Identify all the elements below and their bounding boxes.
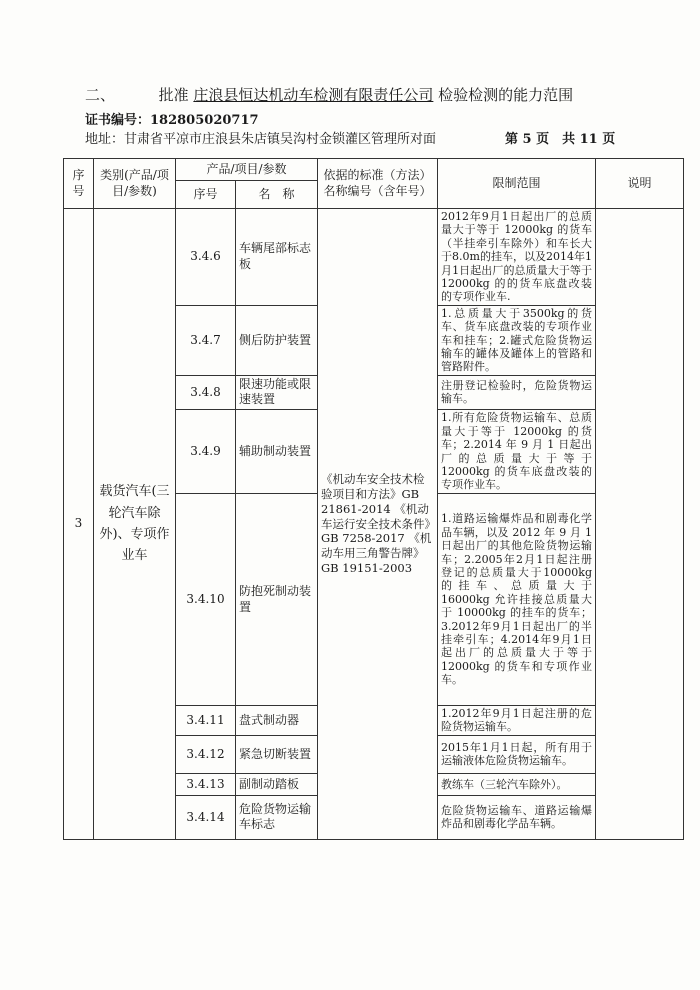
item-name: 侧后防护装置 — [236, 305, 318, 375]
item-name: 限速功能或限速装置 — [236, 375, 318, 409]
limit-text: 教练车（三轮汽车除外）。 — [438, 773, 596, 795]
approve-label: 批准 — [158, 86, 189, 104]
certificate-number: 证书编号：182805020717 — [85, 113, 259, 128]
section-number: 二、 — [85, 86, 116, 104]
item-number: 3.4.13 — [176, 773, 236, 795]
item-number: 3.4.10 — [176, 494, 236, 706]
item-number: 3.4.8 — [176, 375, 236, 409]
item-name: 辅助制动装置 — [236, 410, 318, 494]
item-name: 副制动踏板 — [236, 773, 318, 795]
header-standard: 依据的标准（方法）名称编号（含年号） — [318, 159, 438, 209]
item-name: 危险货物运输车标志 — [236, 795, 318, 839]
header-product: 产品/项目/参数 — [176, 159, 318, 181]
header-note: 说明 — [596, 159, 684, 209]
limit-text: 1.2012年9月1日起注册的危险货物运输车。 — [438, 706, 596, 736]
limit-text: 1.所有危险货物运输车、总质量大于等于 12000kg 的货车；2.2014 年 9 月 1 日起出厂的总质量大于等于 12000kg 的货车底盘改装的专项作业车。 — [438, 410, 596, 494]
row-category: 载货汽车(三轮汽车除外)、专项作业车 — [94, 209, 176, 840]
limit-text: 2012年9月1日起出厂的总质量大于等于 12000kg 的货车（半挂牵引车除外）和车长大于8.0m的挂车，以及2014年1月1日起出厂的总质量大于等于12000kg 的的货车底盘改装的专项作业车. — [438, 209, 596, 306]
header-sub-seq: 序号 — [176, 181, 236, 209]
limit-text: 注册登记检验时，危险货物运输车。 — [438, 375, 596, 409]
limit-text: 危险货物运输车、道路运输爆炸品和剧毒化学品车辆。 — [438, 795, 596, 839]
header-sub-name: 名 称 — [236, 181, 318, 209]
limit-text: 1.总质量大于3500kg的货车、货车底盘改装的专项作业车和挂车；2.罐式危险货物运输车的罐体及罐体上的管路和管路附件。 — [438, 305, 596, 375]
capability-table — [63, 158, 684, 840]
scope-title — [85, 84, 573, 105]
item-name: 紧急切断装置 — [236, 735, 318, 773]
item-number: 3.4.7 — [176, 305, 236, 375]
item-name: 车辆尾部标志板 — [236, 209, 318, 306]
page-indicator: 第 5 页 共 11 页 — [505, 132, 616, 147]
company-name: 庄浪县恒达机动车检测有限责任公司 — [193, 86, 434, 104]
row-seq: 3 — [64, 209, 94, 840]
note-cell — [596, 209, 684, 840]
item-number: 3.4.11 — [176, 706, 236, 736]
address: 地址：甘肃省平凉市庄浪县朱店镇吴沟村金锁灌区管理所对面 — [85, 132, 437, 147]
limit-text: 2015年1月1日起，所有用于运输液体危险货物运输车。 — [438, 735, 596, 773]
header-seq: 序号 — [64, 159, 94, 209]
item-name: 防抱死制动装置 — [236, 494, 318, 706]
header-category: 类别(产品/项目/参数) — [94, 159, 176, 209]
item-number: 3.4.9 — [176, 410, 236, 494]
scope-label: 检验检测的能力范围 — [438, 86, 574, 104]
table-row — [64, 209, 684, 306]
item-number: 3.4.12 — [176, 735, 236, 773]
limit-text: 1.道路运输爆炸品和剧毒化学品车辆，以及 2012 年 9 月 1 日起出厂的其他危险货物运输车；2.2005年2月1日起注册登记的总质量大于10000kg 的挂车、总质量大于 16000kg 允许挂接总质量大于 10000kg 的挂车的货车；3.2012年9月1日起出厂的半挂牵引车；4.2014年9月1日起出厂的总质量大于等于12000kg 的货车和专项作业车。 — [438, 494, 596, 706]
item-number: 3.4.14 — [176, 795, 236, 839]
header-limit: 限制范围 — [438, 159, 596, 209]
table-header-row — [64, 159, 684, 181]
item-name: 盘式制动器 — [236, 706, 318, 736]
standard-text: 《机动车安全技术检验项目和方法》GB 21861-2014 《机动车运行安全技术条件》GB 7258-2017 《机动车用三角警告牌》GB 19151-2003 — [318, 209, 438, 840]
item-number: 3.4.6 — [176, 209, 236, 306]
